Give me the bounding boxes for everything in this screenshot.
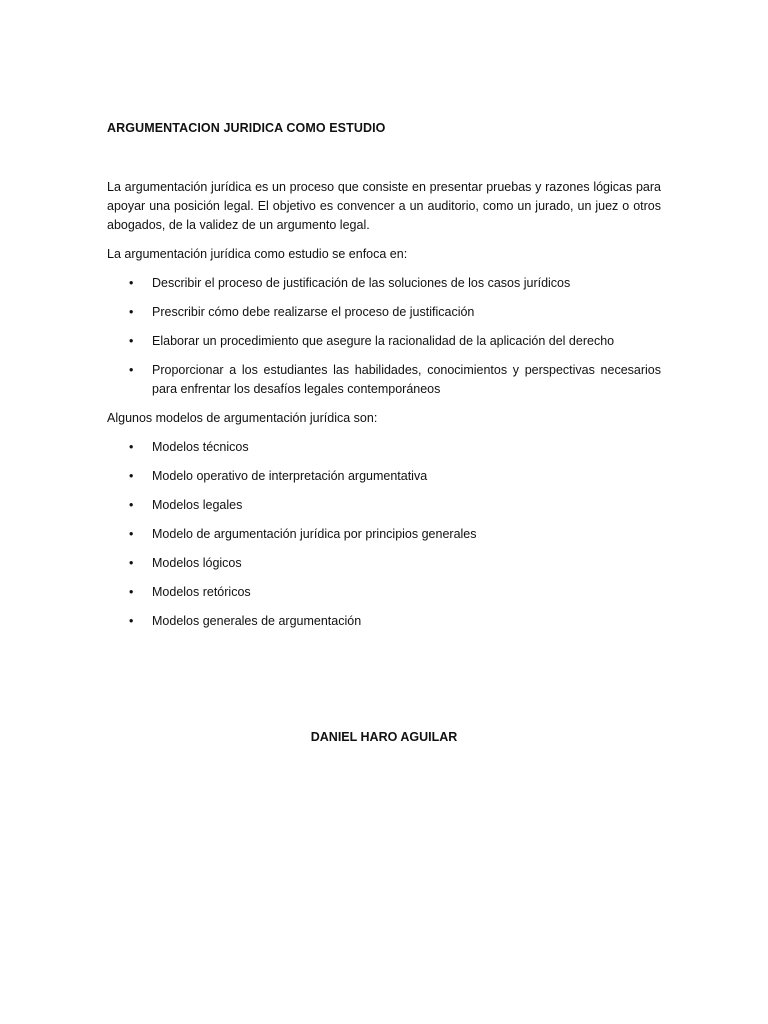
list-item-text: Modelos retóricos	[152, 585, 251, 599]
focus-list	[107, 274, 661, 399]
list-item	[107, 361, 661, 399]
list-item	[107, 274, 661, 293]
list-item	[107, 612, 661, 631]
focus-heading-paragraph: La argumentación jurídica como estudio se enfoca en:	[107, 247, 408, 261]
document-body	[107, 178, 661, 641]
list-item-text: Modelos técnicos	[152, 440, 249, 454]
intro-paragraph: La argumentación jurídica es un proceso que consiste en presentar pruebas y razones lógicas para apoyar una posición legal. El objetivo es convencer a un auditorio, como un jurado, un juez o otros abogados, de la validez de un argumento legal.	[107, 180, 661, 232]
bullet-icon: •	[129, 614, 134, 628]
list-item	[107, 496, 661, 515]
bullet-icon: •	[129, 440, 134, 454]
document-title: ARGUMENTACION JURIDICA COMO ESTUDIO	[107, 121, 386, 135]
bullet-icon: •	[129, 276, 134, 290]
list-item-text: Modelo operativo de interpretación argumentativa	[152, 469, 428, 483]
list-item	[107, 303, 661, 322]
list-item	[107, 554, 661, 573]
bullet-icon: •	[129, 498, 134, 512]
bullet-icon: •	[129, 469, 134, 483]
list-item-text: Proporcionar a los estudiantes las habilidades, conocimientos y perspectivas necesarios para enfrentar los desafíos legales contemporáneos	[152, 363, 661, 396]
bullet-icon: •	[129, 527, 134, 541]
list-item	[107, 525, 661, 544]
bullet-icon: •	[129, 556, 134, 570]
list-item-text: Elaborar un procedimiento que asegure la racionalidad de la aplicación del derecho	[152, 334, 615, 348]
bullet-icon: •	[129, 585, 134, 599]
models-list	[107, 438, 661, 631]
list-item-text: Modelos generales de argumentación	[152, 614, 362, 628]
list-item-text: Modelos lógicos	[152, 556, 242, 570]
list-item-text: Modelos legales	[152, 498, 243, 512]
bullet-icon: •	[129, 334, 134, 348]
author-name: DANIEL HARO AGUILAR	[310, 730, 458, 744]
list-item-text: Prescribir cómo debe realizarse el proceso de justificación	[152, 305, 475, 319]
list-item-text: Describir el proceso de justificación de las soluciones de los casos jurídicos	[152, 276, 571, 290]
list-item	[107, 332, 661, 351]
list-item	[107, 467, 661, 486]
models-heading-paragraph: Algunos modelos de argumentación jurídica son:	[107, 411, 378, 425]
bullet-icon: •	[129, 363, 134, 377]
list-item-text: Modelo de argumentación jurídica por principios generales	[152, 527, 477, 541]
bullet-icon: •	[129, 305, 134, 319]
list-item	[107, 583, 661, 602]
list-item	[107, 438, 661, 457]
